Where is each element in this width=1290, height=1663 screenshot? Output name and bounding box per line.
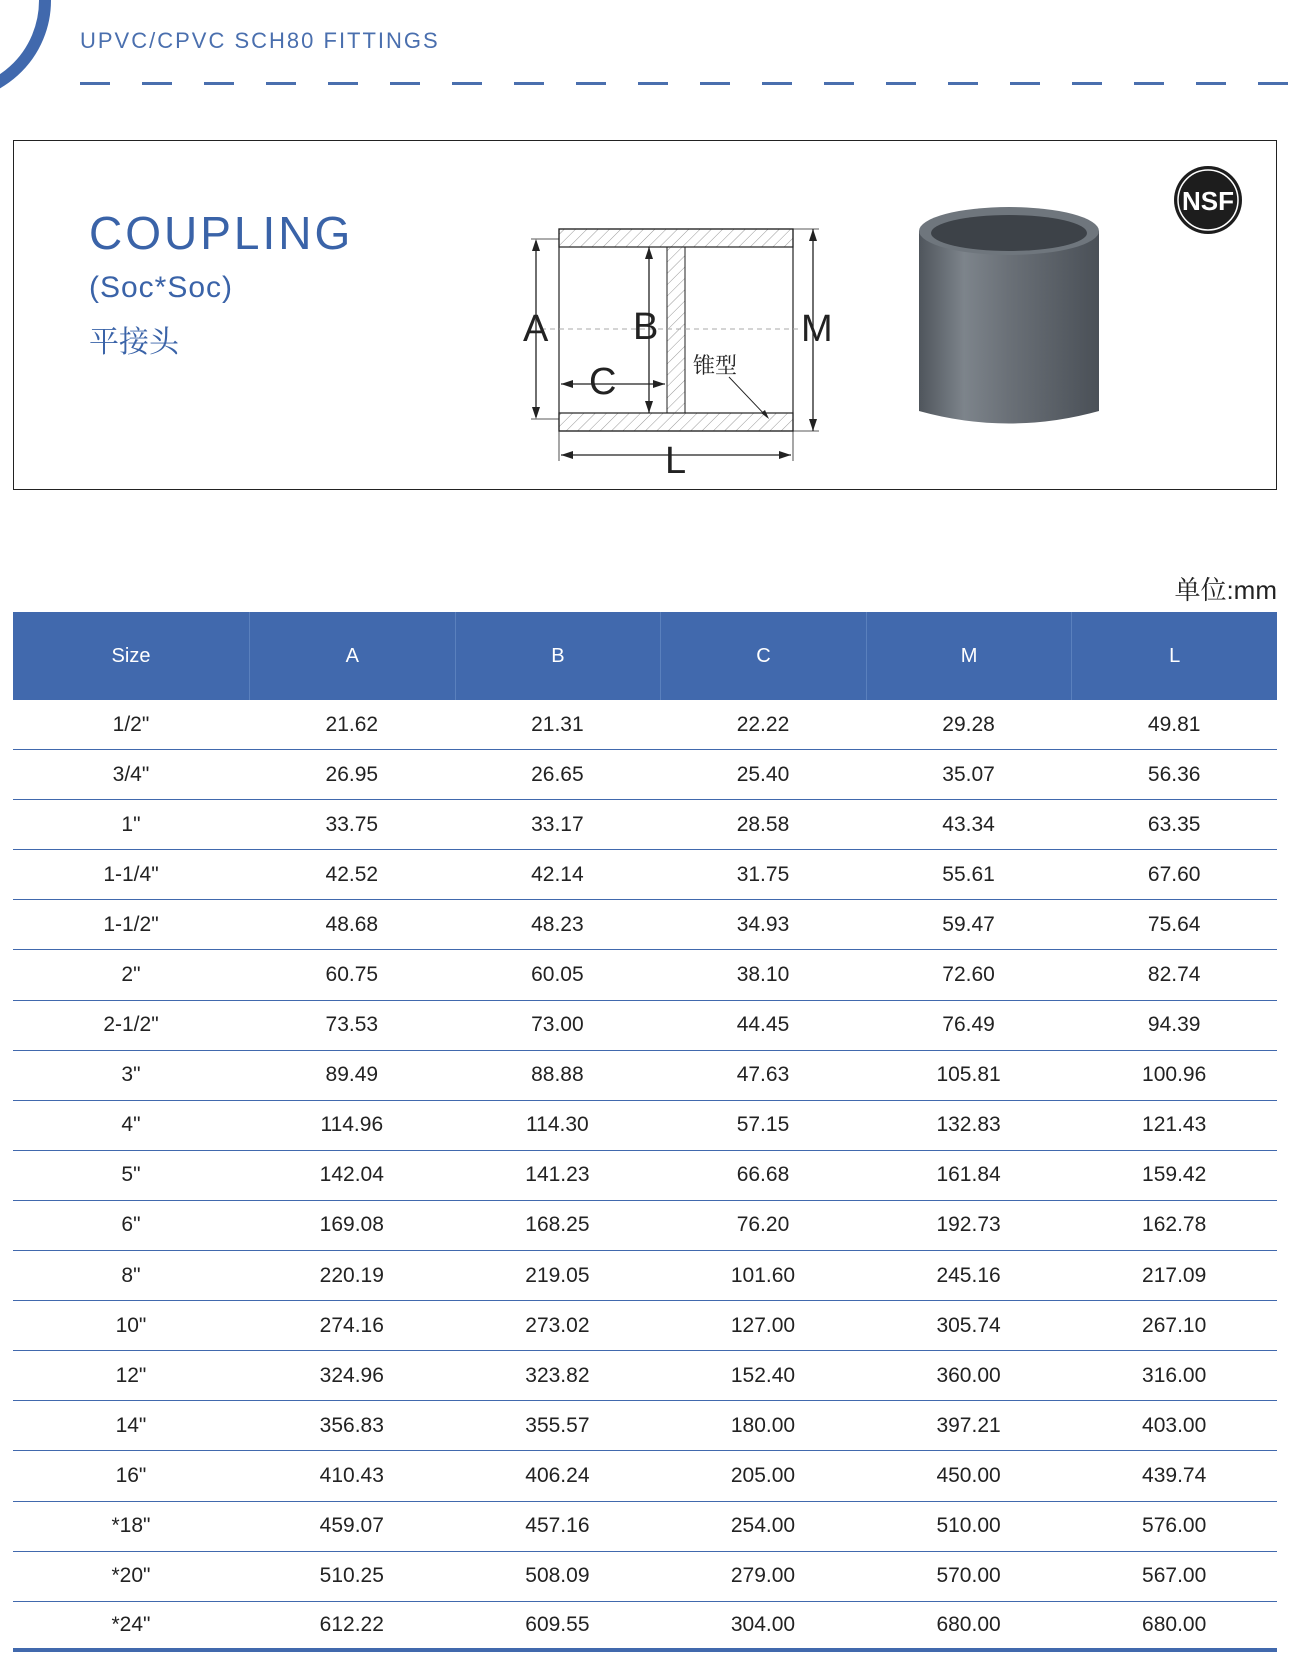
nsf-logo-text: NSF bbox=[1182, 186, 1234, 216]
table-cell: 132.83 bbox=[936, 1113, 1001, 1137]
table-cell: 57.15 bbox=[736, 1113, 790, 1137]
table-row bbox=[13, 1351, 1277, 1401]
table-cell: 355.57 bbox=[525, 1413, 590, 1437]
table-cell: 360.00 bbox=[936, 1363, 1001, 1387]
table-cell: 55.61 bbox=[942, 862, 995, 886]
table-cell: 25.40 bbox=[736, 762, 790, 786]
table-cell: 609.55 bbox=[525, 1612, 590, 1636]
table-cell: 48.68 bbox=[325, 912, 379, 936]
table-cell: 72.60 bbox=[942, 963, 995, 987]
table-cell: 76.20 bbox=[736, 1213, 790, 1237]
table-cell: 48.23 bbox=[531, 912, 584, 936]
product-info-panel bbox=[13, 140, 1277, 490]
table-cell: 274.16 bbox=[319, 1313, 384, 1337]
table-cell: 16" bbox=[115, 1463, 147, 1487]
table-cell: 75.64 bbox=[1147, 912, 1201, 936]
table-cell: 1/2" bbox=[112, 712, 150, 736]
table-cell: 220.19 bbox=[319, 1263, 384, 1287]
product-name: COUPLING bbox=[89, 207, 354, 259]
table-row bbox=[13, 800, 1277, 850]
diagram-label-taper: 锥型 bbox=[693, 354, 738, 379]
table-cell: 60.75 bbox=[325, 963, 379, 987]
table-cell: 612.22 bbox=[319, 1612, 384, 1636]
table-row bbox=[13, 1201, 1277, 1251]
table-cell: 323.82 bbox=[525, 1363, 590, 1387]
table-cell: 510.00 bbox=[936, 1514, 1001, 1538]
table-cell: 3" bbox=[121, 1063, 141, 1087]
table-cell: 141.23 bbox=[525, 1163, 590, 1187]
table-cell: 6" bbox=[121, 1213, 141, 1237]
table-body bbox=[13, 700, 1277, 1652]
table-row bbox=[13, 1602, 1277, 1652]
corner-arc-decoration bbox=[0, 0, 60, 100]
table-cell: 161.84 bbox=[936, 1163, 1001, 1187]
table-cell: 567.00 bbox=[1142, 1564, 1207, 1588]
table-cell: 31.75 bbox=[736, 862, 790, 886]
table-cell: 159.42 bbox=[1142, 1163, 1207, 1187]
table-cell: 21.62 bbox=[325, 712, 379, 736]
table-cell: 680.00 bbox=[1142, 1612, 1207, 1636]
diagram-label-m: M bbox=[801, 308, 833, 350]
table-cell: 570.00 bbox=[936, 1564, 1001, 1588]
unit-label: 单位:mm bbox=[1174, 575, 1277, 605]
table-cell: 142.04 bbox=[319, 1163, 384, 1187]
table-cell: 680.00 bbox=[936, 1612, 1001, 1636]
table-cell: 88.88 bbox=[531, 1063, 584, 1087]
document-header-title: UPVC/CPVC SCH80 FITTINGS bbox=[80, 28, 440, 53]
table-cell: 22.22 bbox=[736, 712, 790, 736]
table-cell: 14" bbox=[115, 1413, 147, 1437]
table-cell: 89.49 bbox=[325, 1063, 379, 1087]
table-cell: 450.00 bbox=[936, 1463, 1001, 1487]
column-header-l: L bbox=[1071, 612, 1277, 700]
table-cell: 1-1/4" bbox=[103, 862, 159, 886]
table-row bbox=[13, 850, 1277, 900]
table-row bbox=[13, 1401, 1277, 1451]
table-cell: 67.60 bbox=[1147, 862, 1201, 886]
table-row bbox=[13, 1251, 1277, 1301]
product-subtitle: (Soc*Soc) bbox=[89, 271, 234, 304]
table-cell: 43.34 bbox=[942, 812, 995, 836]
table-row bbox=[13, 1552, 1277, 1602]
table-cell: 410.43 bbox=[319, 1463, 384, 1487]
table-cell: 219.05 bbox=[525, 1263, 590, 1287]
table-cell: *20" bbox=[111, 1564, 151, 1588]
table-cell: 397.21 bbox=[936, 1413, 1001, 1437]
table-cell: 38.10 bbox=[736, 963, 790, 987]
column-header-a: A bbox=[249, 612, 455, 700]
table-row bbox=[13, 750, 1277, 800]
table-cell: 8" bbox=[121, 1263, 141, 1287]
table-cell: 21.31 bbox=[531, 712, 584, 736]
table-row bbox=[13, 1151, 1277, 1201]
column-header-m: M bbox=[866, 612, 1072, 700]
table-cell: 12" bbox=[115, 1363, 147, 1387]
table-cell: 1" bbox=[121, 812, 141, 836]
product-name-chinese: 平接头 bbox=[89, 326, 179, 359]
table-cell: 3/4" bbox=[112, 762, 150, 786]
table-cell: 26.95 bbox=[325, 762, 379, 786]
table-cell: 508.09 bbox=[525, 1564, 590, 1588]
table-cell: 63.35 bbox=[1147, 812, 1201, 836]
table-cell: 73.00 bbox=[531, 1013, 584, 1037]
table-cell: 162.78 bbox=[1142, 1213, 1207, 1237]
table-cell: 356.83 bbox=[319, 1413, 384, 1437]
table-cell: 316.00 bbox=[1142, 1363, 1207, 1387]
table-cell: 29.28 bbox=[942, 712, 995, 736]
header-dashed-divider bbox=[80, 82, 1290, 85]
table-cell: 217.09 bbox=[1142, 1263, 1207, 1287]
table-cell: 279.00 bbox=[730, 1564, 796, 1588]
table-cell: *24" bbox=[111, 1612, 151, 1636]
table-row bbox=[13, 1502, 1277, 1552]
table-cell: 168.25 bbox=[525, 1213, 590, 1237]
table-cell: 254.00 bbox=[730, 1514, 796, 1538]
table-cell: 273.02 bbox=[525, 1313, 590, 1337]
table-cell: 5" bbox=[121, 1163, 141, 1187]
table-cell: 10" bbox=[115, 1313, 147, 1337]
table-row bbox=[13, 950, 1277, 1000]
table-cell: 180.00 bbox=[730, 1413, 796, 1437]
table-row bbox=[13, 1301, 1277, 1351]
table-cell: 105.81 bbox=[936, 1063, 1001, 1087]
table-cell: 403.00 bbox=[1142, 1413, 1207, 1437]
column-header-b: B bbox=[455, 612, 661, 700]
table-row bbox=[13, 1451, 1277, 1501]
table-cell: 42.52 bbox=[325, 862, 379, 886]
table-cell: 60.05 bbox=[531, 963, 584, 987]
table-cell: 245.16 bbox=[936, 1263, 1001, 1287]
table-cell: 205.00 bbox=[730, 1463, 796, 1487]
table-cell: 73.53 bbox=[325, 1013, 379, 1037]
table-cell: 56.36 bbox=[1147, 762, 1201, 786]
table-cell: 127.00 bbox=[730, 1313, 796, 1337]
table-cell: 35.07 bbox=[942, 762, 995, 786]
table-cell: 100.96 bbox=[1142, 1063, 1207, 1087]
table-cell: 324.96 bbox=[319, 1363, 384, 1387]
table-cell: 1-1/2" bbox=[103, 912, 159, 936]
dimensions-table bbox=[13, 612, 1277, 1652]
table-cell: 576.00 bbox=[1142, 1514, 1207, 1538]
table-cell: 82.74 bbox=[1147, 963, 1201, 987]
table-cell: 34.93 bbox=[736, 912, 790, 936]
table-cell: 33.75 bbox=[325, 812, 379, 836]
table-cell: 267.10 bbox=[1142, 1313, 1207, 1337]
table-cell: 33.17 bbox=[531, 812, 584, 836]
table-cell: 459.07 bbox=[319, 1514, 384, 1538]
table-cell: 114.30 bbox=[526, 1113, 589, 1137]
diagram-label-l: L bbox=[665, 440, 687, 482]
table-cell: 44.45 bbox=[736, 1013, 790, 1037]
table-cell: 49.81 bbox=[1147, 712, 1201, 736]
table-cell: 94.39 bbox=[1147, 1013, 1201, 1037]
table-cell: 152.40 bbox=[730, 1363, 796, 1387]
table-cell: 406.24 bbox=[525, 1463, 590, 1487]
diagram-label-c: C bbox=[589, 361, 617, 403]
column-header-c: C bbox=[660, 612, 866, 700]
table-cell: *18" bbox=[111, 1514, 151, 1538]
table-cell: 439.74 bbox=[1142, 1463, 1207, 1487]
diagram-label-a: A bbox=[523, 308, 549, 350]
table-cell: 305.74 bbox=[936, 1313, 1001, 1337]
table-cell: 76.49 bbox=[942, 1013, 995, 1037]
table-cell: 510.25 bbox=[319, 1564, 384, 1588]
table-cell: 47.63 bbox=[736, 1063, 790, 1087]
table-row bbox=[13, 1001, 1277, 1051]
table-cell: 114.96 bbox=[320, 1113, 384, 1137]
table-cell: 192.73 bbox=[936, 1213, 1001, 1237]
table-row bbox=[13, 700, 1277, 750]
table-cell: 42.14 bbox=[531, 862, 584, 886]
coupling-dimension-diagram bbox=[499, 181, 859, 482]
diagram-label-b: B bbox=[633, 306, 659, 348]
table-cell: 101.60 bbox=[730, 1263, 796, 1287]
table-cell: 4" bbox=[121, 1113, 141, 1137]
table-row bbox=[13, 1051, 1277, 1101]
table-cell: 121.43 bbox=[1142, 1113, 1207, 1137]
table-cell: 66.68 bbox=[736, 1163, 790, 1187]
coupling-product-photo bbox=[909, 201, 1109, 441]
table-cell: 28.58 bbox=[736, 812, 790, 836]
table-row bbox=[13, 1101, 1277, 1151]
table-cell: 2" bbox=[121, 963, 141, 987]
nsf-logo-icon bbox=[1171, 163, 1245, 237]
table-header-row bbox=[13, 612, 1277, 700]
table-cell: 59.47 bbox=[942, 912, 995, 936]
column-header-size: Size bbox=[111, 644, 151, 667]
table-row bbox=[13, 900, 1277, 950]
table-cell: 304.00 bbox=[730, 1612, 796, 1636]
table-cell: 26.65 bbox=[531, 762, 584, 786]
table-cell: 169.08 bbox=[319, 1213, 384, 1237]
table-cell: 2-1/2" bbox=[103, 1013, 159, 1037]
table-cell: 457.16 bbox=[525, 1514, 590, 1538]
